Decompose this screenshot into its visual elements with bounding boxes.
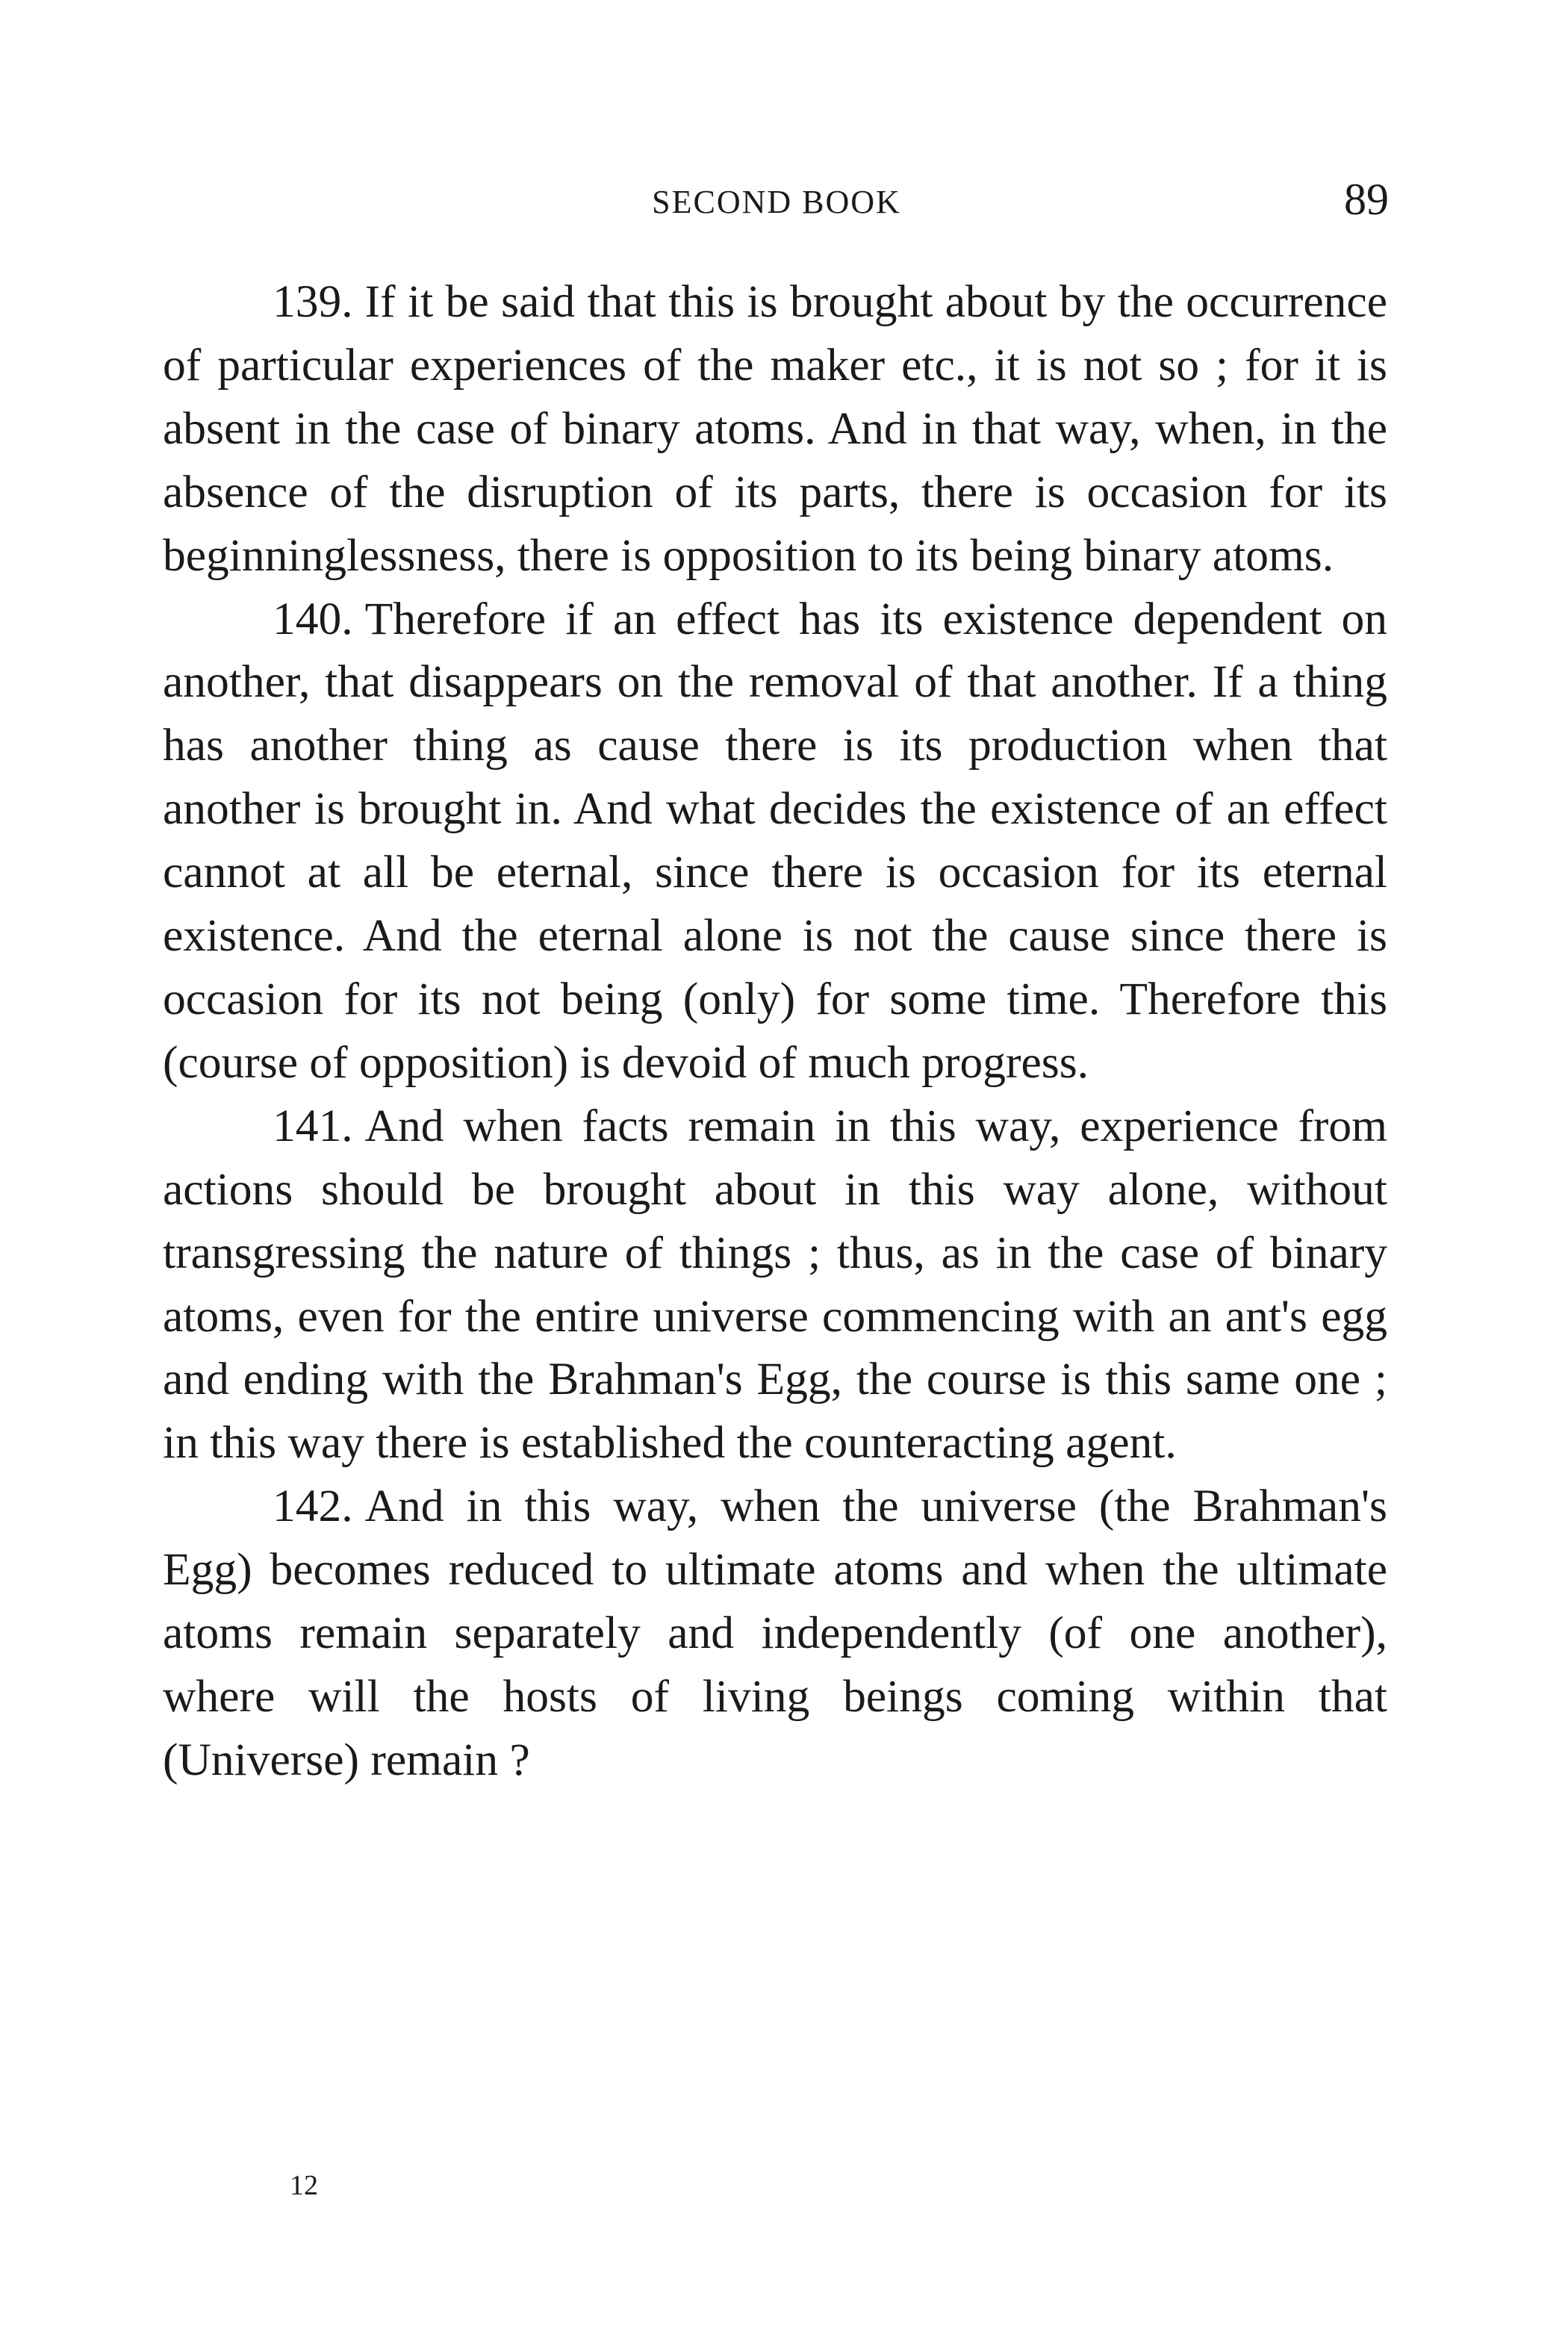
paragraph-text: And in this way, when the universe (the Brahman's Egg) becomes reduced to ultimate atoms and when the ultimate atoms remain separately and independently (of one another), where will the hosts of living beings coming within that (Universe) remain ?	[163, 1481, 1387, 1785]
body-text	[163, 270, 1387, 1792]
paragraph-text: If it be said that this is brought about by the occurrence of particular experiences of the maker etc., it is not so ; for it is absent in the case of binary atoms. And in that way, when, in the absence of the disruption of its parts, there is occasion for its beginninglessness, there is opposition to its being binary atoms.	[163, 276, 1387, 581]
paragraph-142	[163, 1475, 1387, 1792]
signature-mark: 12	[290, 2170, 318, 2201]
paragraph-number: 142.	[273, 1481, 353, 1532]
paragraph-number: 139.	[273, 276, 353, 327]
page-number: 89	[1344, 175, 1389, 224]
paragraph-text: And when facts remain in this way, experience from actions should be brought about in this way alone, without transgressing the nature of things ; thus, as in the case of binary atoms, even for the entire universe commencing with an ant's egg and ending with the Brahman's Egg, the course is this same one ; in this way there is established the counteracting agent.	[163, 1100, 1387, 1469]
paragraph-text: Therefore if an effect has its existence dependent on another, that disappears on the removal of that another. If a thing has another thing as cause there is its production when that another is brought in. And what decides the existence of an effect cannot at all be eternal, since there is occasion for its eternal existence. And the eternal alone is not the cause since there is occasion for its not being (only) for some time. Therefore this (course of opposition) is devoid of much progress.	[163, 593, 1387, 1088]
paragraph-number: 141.	[273, 1100, 353, 1151]
paragraph-140	[163, 588, 1387, 1095]
running-head	[164, 175, 1389, 228]
running-title: SECOND BOOK	[652, 184, 901, 220]
paragraph-number: 140.	[273, 593, 353, 644]
paragraph-141	[163, 1095, 1387, 1475]
paragraph-139	[163, 270, 1387, 588]
